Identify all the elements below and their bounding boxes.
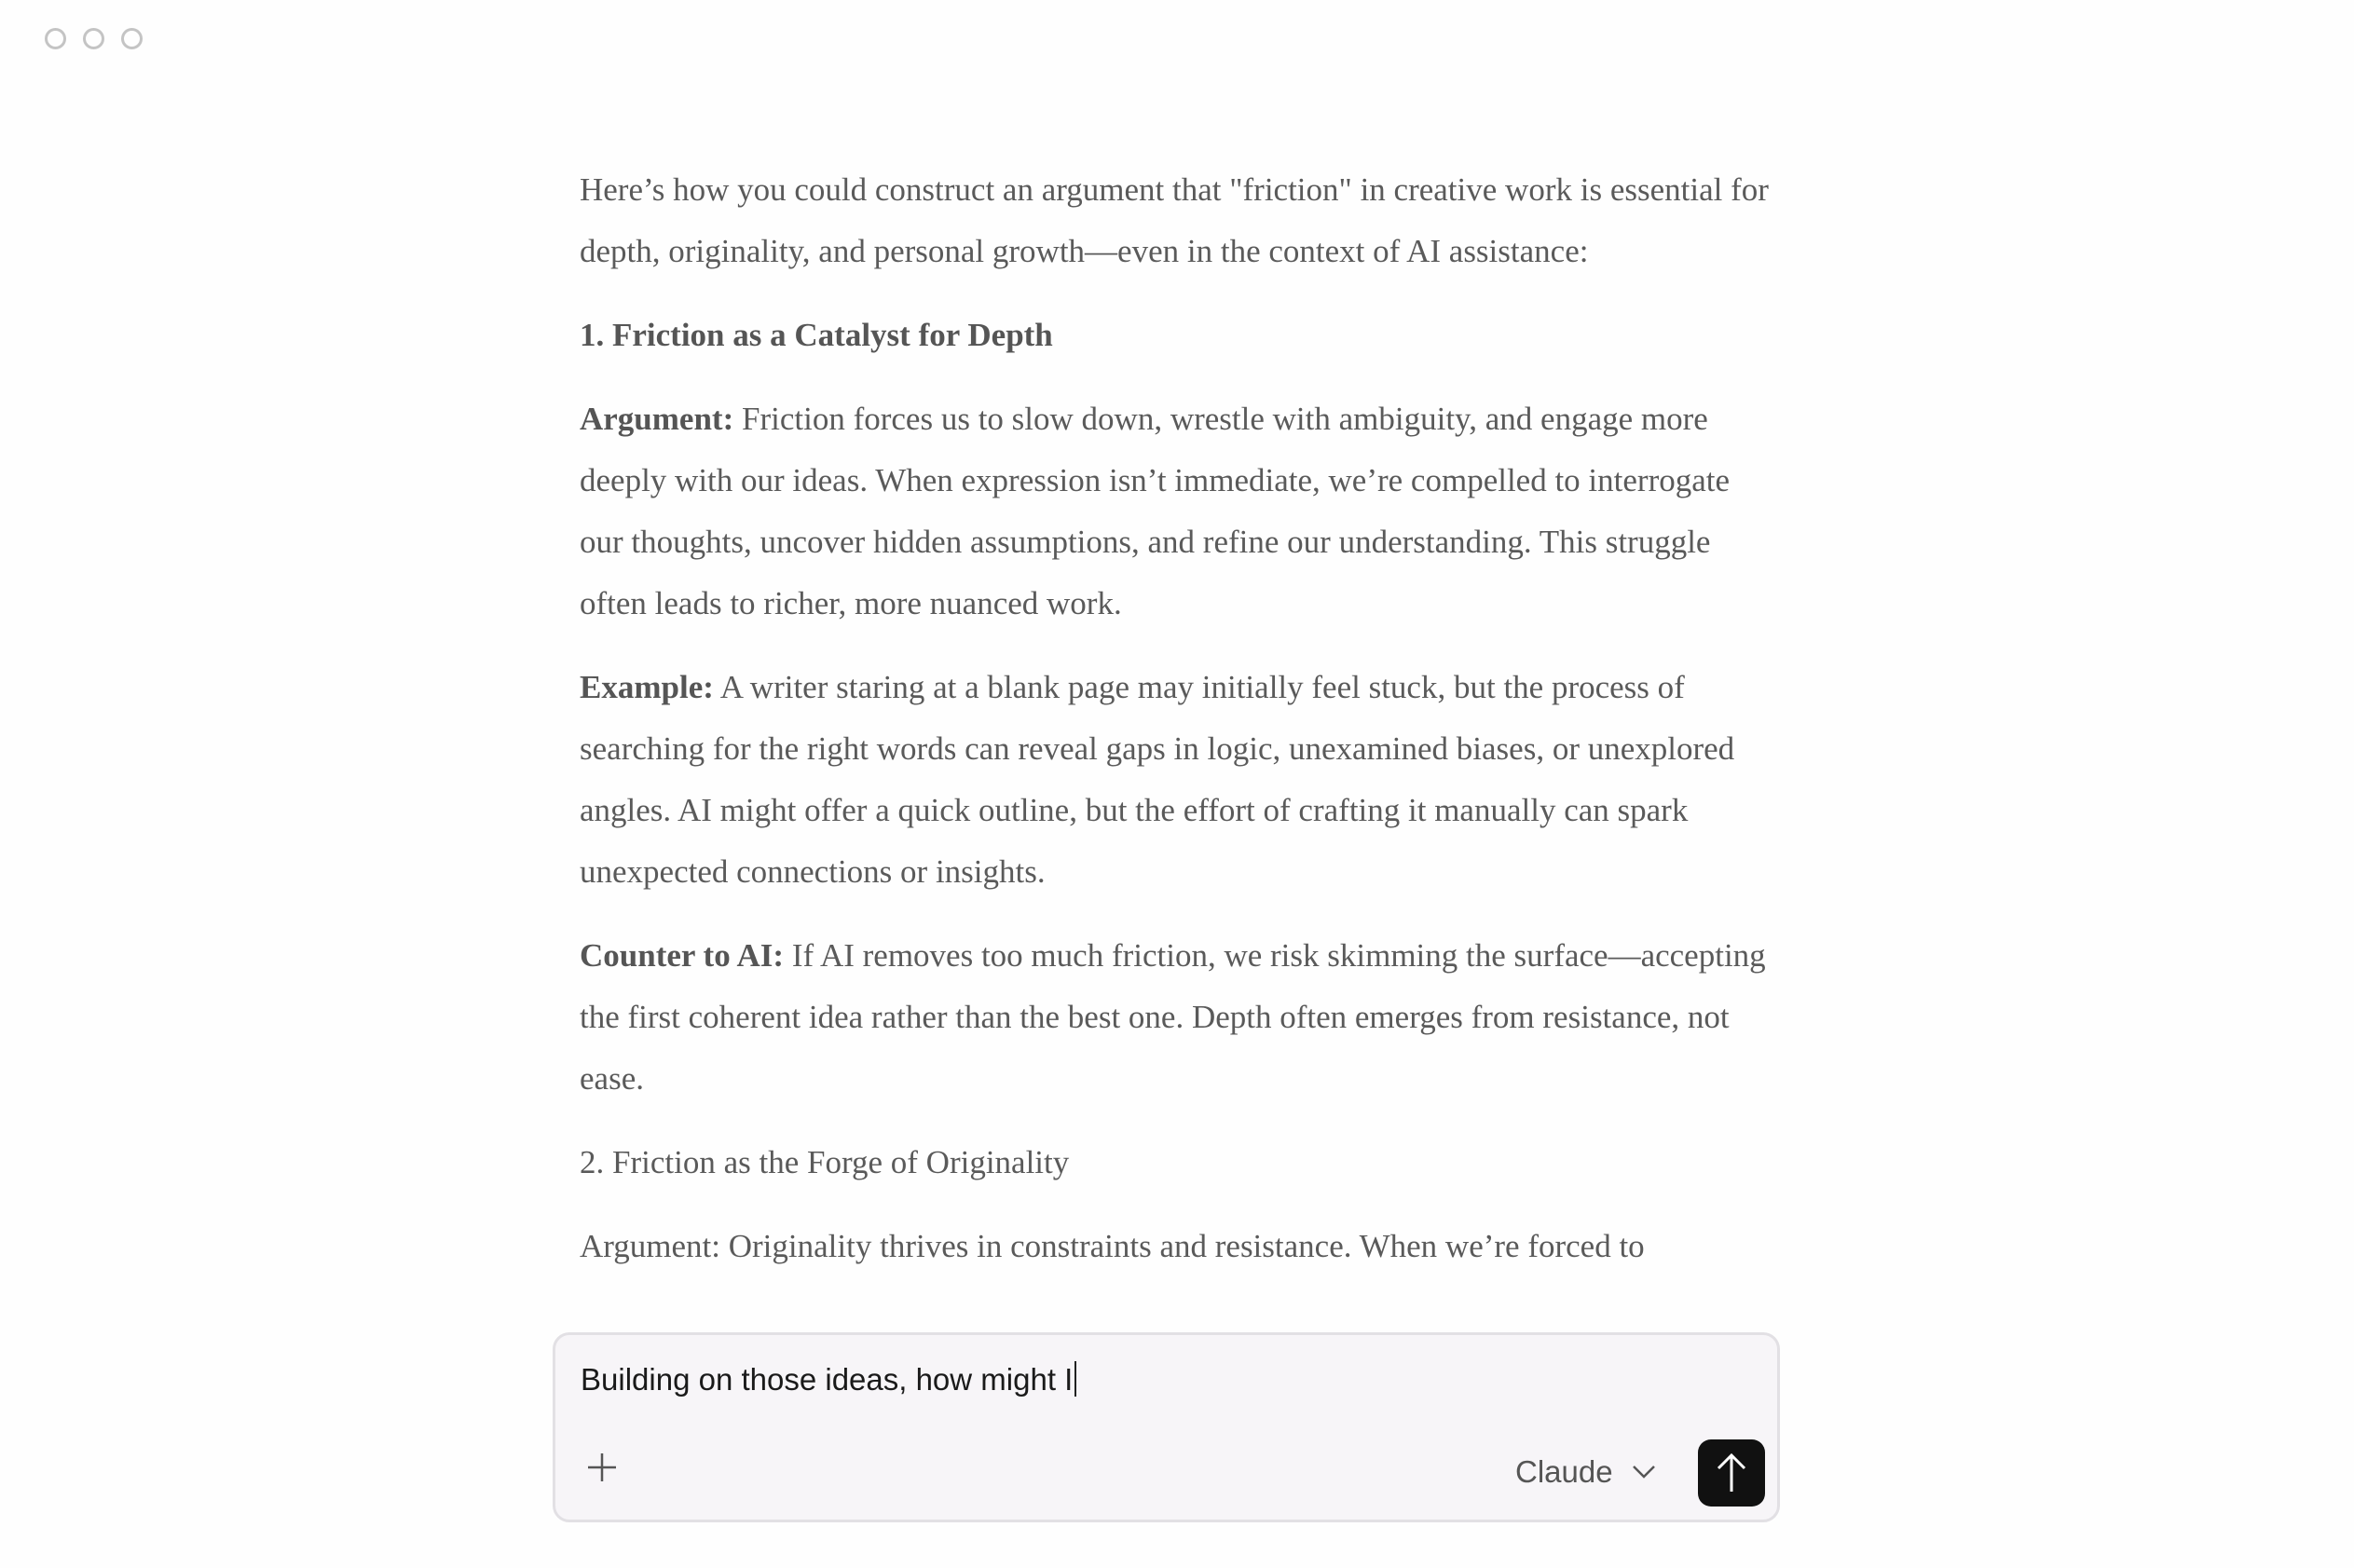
window-minimize-button[interactable] [83, 28, 104, 49]
message-composer [553, 1332, 1780, 1522]
example-label: Example: [580, 669, 714, 705]
argument-label: Argument: [580, 401, 734, 437]
section-heading: 2. Friction as the Forge of Originality [580, 1144, 1070, 1180]
message-input[interactable]: Building on those ideas, how might I [581, 1361, 1076, 1398]
window-controls [45, 28, 143, 49]
argument-paragraph-partial: Argument: Originality thrives in constraints and resistance. When we’re forced to [580, 1228, 1645, 1264]
plus-icon [586, 1452, 618, 1483]
chevron-down-icon [1632, 1465, 1656, 1479]
model-label: Claude [1515, 1454, 1613, 1489]
text-caret [1074, 1361, 1076, 1397]
add-attachment-button[interactable] [586, 1452, 618, 1483]
example-paragraph: Example: A writer staring at a blank page may initially feel stuck, but the process of searching for the right words can reveal gaps in logic, unexamined biases, or unexplored angles. AI might offer a quick outline, but the effort of crafting it manually can spark unexpected connections or insights. [580, 669, 1735, 890]
send-button[interactable] [1698, 1439, 1765, 1507]
window-close-button[interactable] [45, 28, 66, 49]
assistant-message [580, 159, 1772, 1300]
window-maximize-button[interactable] [121, 28, 143, 49]
counter-paragraph: Counter to AI: If AI removes too much friction, we risk skimming the surface—accepting the first coherent idea rather than the best one. Depth often emerges from resistance, not ease. [580, 937, 1766, 1097]
model-selector[interactable] [1515, 1454, 1656, 1490]
counter-label: Counter to AI: [580, 937, 785, 974]
arrow-up-icon [1715, 1452, 1748, 1493]
argument-paragraph: Argument: Friction forces us to slow down, wrestle with ambiguity, and engage more deeply with our ideas. When expression isn’t immediate, we’re compelled to interrogate our thoughts, uncover hidden assumptions, and refine our understanding. This struggle often leads to richer, more nuanced work. [580, 401, 1731, 621]
section-heading: 1. Friction as a Catalyst for Depth [580, 317, 1053, 353]
intro-paragraph: Here’s how you could construct an argument that "friction" in creative work is essential for depth, originality, and personal growth—even in the context of AI assistance: [580, 171, 1769, 269]
